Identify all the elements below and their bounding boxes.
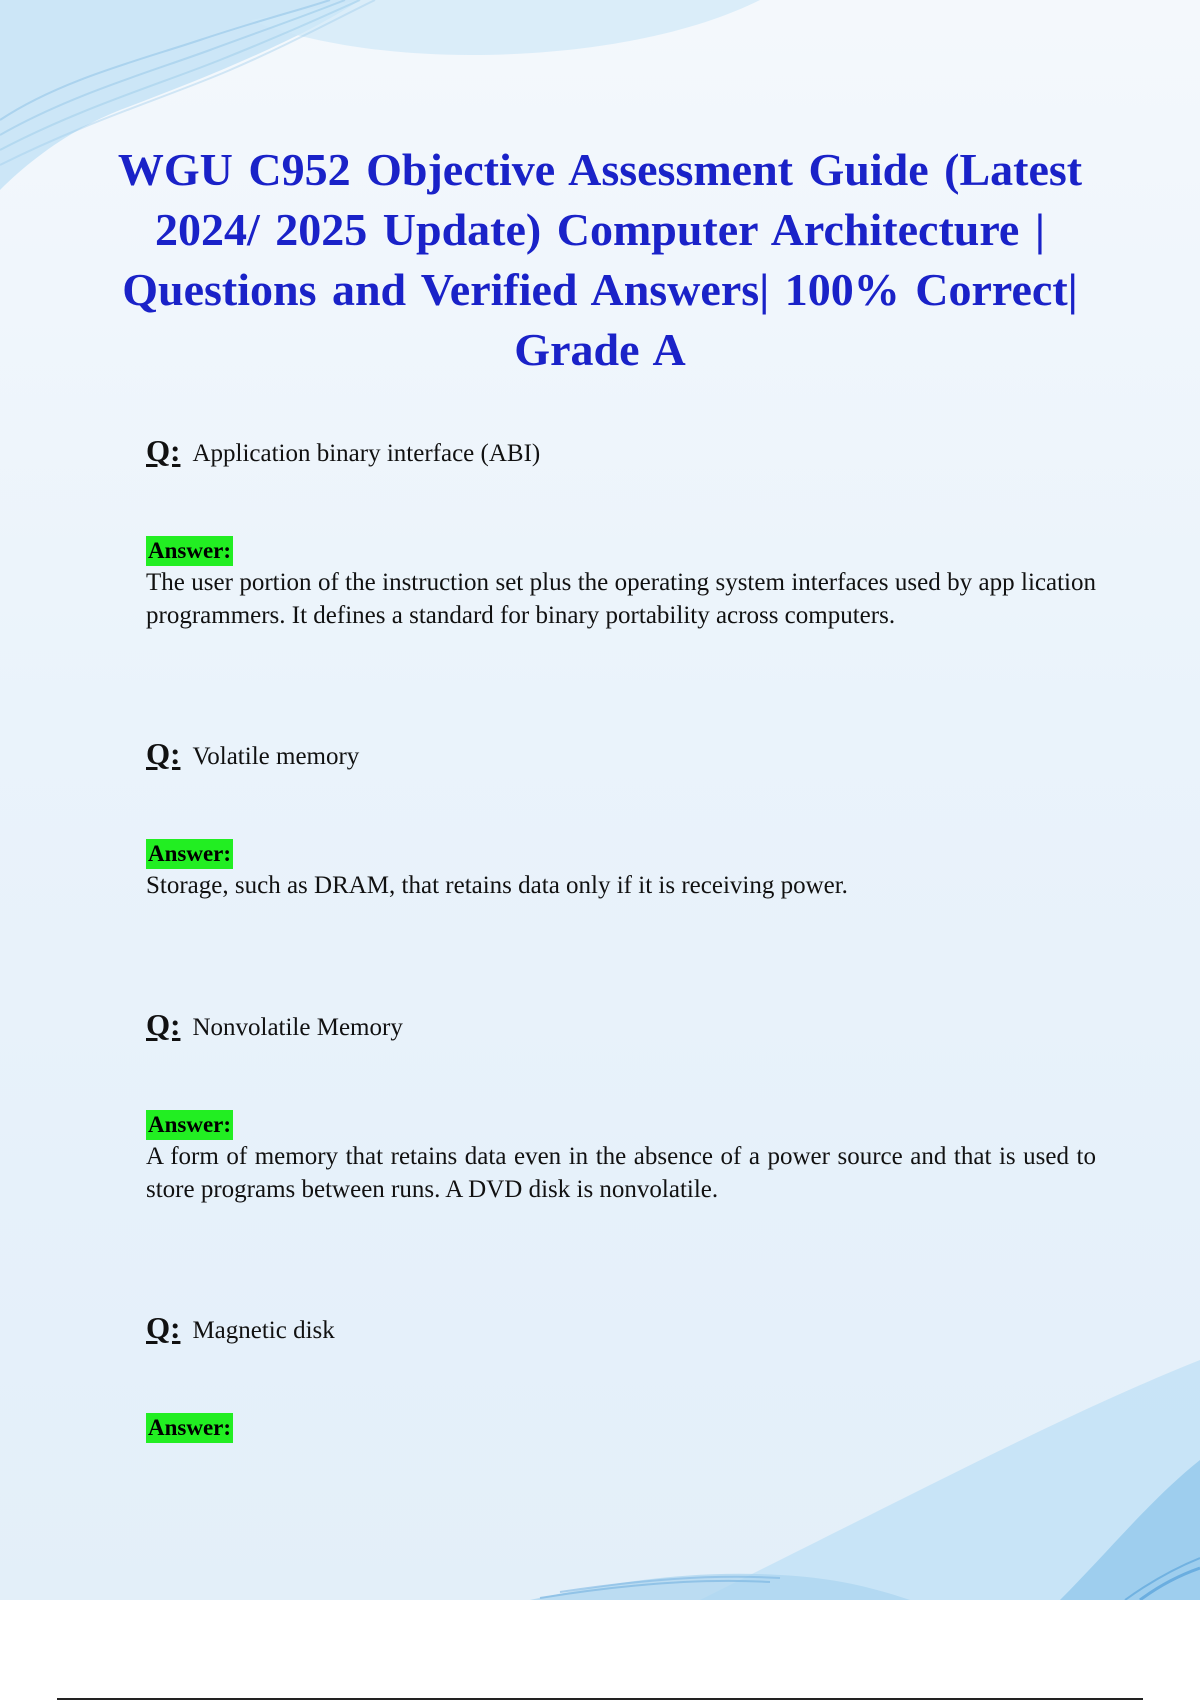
question-text: Application binary interface (ABI) [192, 440, 541, 467]
answer-block [146, 1413, 1096, 1443]
question-line [146, 434, 1096, 471]
question-text: Nonvolatile Memory [192, 1014, 403, 1041]
question-label: Q: [146, 1310, 181, 1345]
qa-item-3 [146, 1007, 1096, 1203]
question-text: Volatile memory [192, 743, 360, 770]
answer-label: Answer: [146, 1110, 233, 1140]
qa-item-1 [146, 433, 1096, 629]
answer-label: Answer: [146, 839, 233, 869]
question-line [146, 737, 1096, 774]
answer-text: The user portion of the instruction set plus the operating system interfaces used by app lication programmers. It defines a standard for binary portability across computers. [146, 569, 1096, 629]
answer-label: Answer: [146, 1413, 233, 1443]
answer-block [146, 1110, 1096, 1206]
question-line [146, 1311, 1096, 1348]
question-label: Q: [146, 1007, 181, 1042]
question-label: Q: [146, 433, 181, 468]
answer-block [146, 536, 1096, 632]
answer-text: A form of memory that retains data even in the absence of a power source and that is used to store programs between runs. A DVD disk is nonvolatile. [146, 1143, 1096, 1203]
qa-item-2 [146, 736, 1096, 899]
question-label: Q: [146, 736, 181, 771]
answer-label: Answer: [146, 536, 233, 566]
question-line [146, 1008, 1096, 1045]
question-text: Magnetic disk [192, 1317, 335, 1344]
document-title: WGU C952 Objective Assessment Guide (Latest 2024/ 2025 Update) Computer Architecture | Questions and Verified Answers| 100% Correct| Grade A [117, 144, 1083, 375]
answer-text: Storage, such as DRAM, that retains data only if it is receiving power. [146, 872, 848, 899]
qa-item-4 [146, 1310, 1096, 1440]
answer-block [146, 839, 1096, 902]
